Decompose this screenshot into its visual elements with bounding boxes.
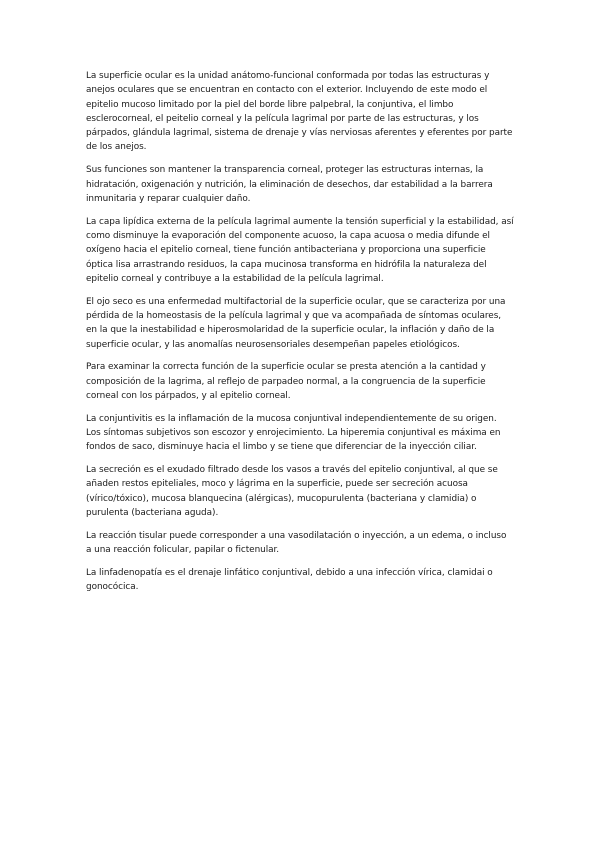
paragraph-tissue-reaction: La reacción tisular puede corresponder a una vasodilatación o inyección, a un edema, o incluso a una reacción folicular, papilar o fictenular. [86,530,507,556]
paragraph-conjunctivitis: La conjuntivitis es la inflamación de la mucosa conjuntival independientemente de su origen. Los síntomas subjetivos son escozor y enrojecimiento. La hiperemia conjuntival es máxima en fondos de saco, disminuye hacia el limbo y se tiene que diferenciar de la inyección ciliar. [86,413,501,453]
paragraph-lymphadenopathy: La linfadenopatía es el drenaje linfático conjuntival, debido a una infección vírica, clamidai o gonocócica. [86,567,493,593]
paragraph-ocular-surface-definition: La superficie ocular es la unidad anátomo-funcional conformada por todas las estructuras y anejos oculares que se encuentran en contacto con el exterior. Incluyendo de este modo el epitelio mucoso limitado por la piel del borde libre palpebral, la conjuntiva, el limbo esclerocorneal, el peitelio corneal y la película lagrimal por parte de las estructuras, y los párpados, glándula lagrimal, sistema de drenaje y vías nerviosas aferentes y eferentes por parte de los anejos. [86,71,513,153]
paragraph-examination: Para examinar la correcta función de la superficie ocular se presta atención a la cantidad y composición de la lagrima, al reflejo de parpadeo normal, a la congruencia de la superficie corneal con los párpados, y al epitelio corneal. [86,362,486,401]
paragraph-tear-film-layers: La capa lipídica externa de la película lagrimal aumente la tensión superficial y la estabilidad, así como disminuye la evaporación del componente acuoso, la capa acuosa o media difunde el oxígeno hacia el epitelio corneal, tiene función antibacteriana y proporciona una superficie óptica lisa arrastrando residuos, la capa mucinosa transforma en hidrófila la naturaleza del epitelio corneal y contribuye a la estabilidad de la película lagrimal. [86,216,514,284]
document-body [86,69,514,603]
paragraph-secretion: La secreción es el exudado filtrado desde los vasos a través del epitelio conjuntival, al que se añaden restos epiteliales, moco y lágrima en la superficie, puede ser secreción acuosa (vírico/tóxico), mucosa blanquecina (alérgicas), mucopurulenta (bacteriana y clamidia) o purulenta (bacteriana aguda). [86,465,498,519]
paragraph-functions: Sus funciones son mantener la transparencia corneal, proteger las estructuras internas, la hidratación, oxigenación y nutrición, la eliminación de desechos, dar estabilidad a la barrera inmunitaria y reparar cualquier daño. [86,165,493,204]
paragraph-dry-eye: El ojo seco es una enfermedad multifactorial de la superficie ocular, que se caracteriza por una pérdida de la homeostasis de la película lagrimal y que va acompañada de síntomas oculares, en la que la inestabilidad e hiperosmolaridad de la superficie ocular, la inflación y daño de la superficie ocular, y las anomalías neurosensoriales desempeñan papeles etiológicos. [86,296,506,350]
